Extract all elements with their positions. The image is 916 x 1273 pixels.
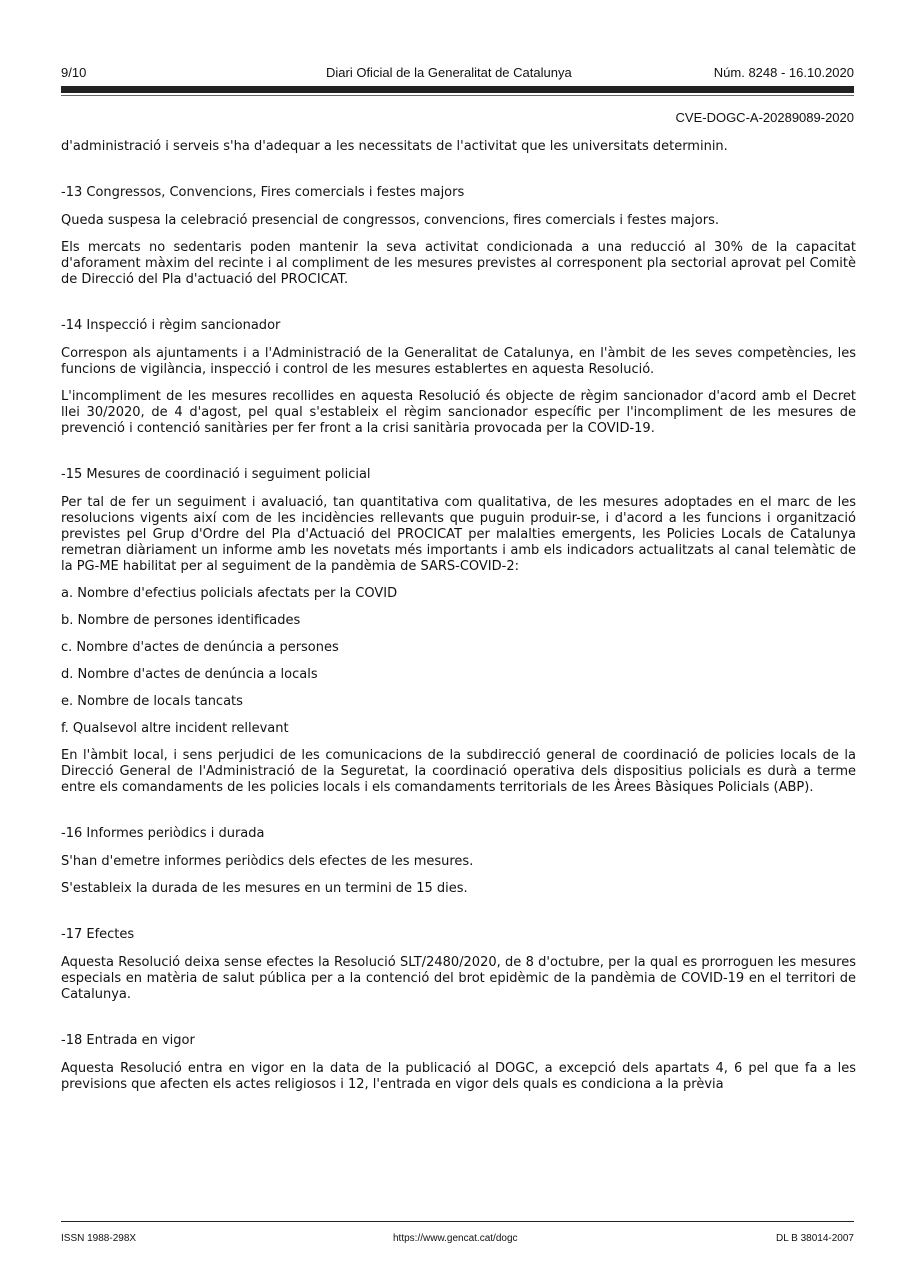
section-14-title: -14 Inspecció i règim sancionador (61, 318, 281, 333)
header-thick-rule (61, 86, 854, 93)
section-17-paragraph-1: Aquesta Resolució deixa sense efectes la Resolució SLT/2480/2020, de 8 d'octubre, per la qual es prorroguen les mesures especials en matèria de salut pública per a la contenció del brot epidèmic de la pandèmia de COVID-19 en el territori de Catalunya. (61, 955, 856, 1002)
section-17-title: -17 Efectes (61, 927, 135, 942)
section-15-paragraph-1: Per tal de fer un seguiment i avaluació, tan quantitativa com qualitativa, de les mesures adoptades en el marc de les resolucions vigents així com de les incidències rellevants que puguin produir-se, i d'acord a les funcions i organització previstes pel Grup d'Ordre del Pla d'Actuació del PROCICAT per malalties emergents, les Policies Locals de Catalunya remetran diàriament un informe amb les novetats més importants i amb els indicadors actualitzats al canal telemàtic de la PG-ME habilitat per al seguiment de la pandèmia de SARS-COVID-2: (61, 495, 856, 574)
section-18-title: -18 Entrada en vigor (61, 1033, 195, 1048)
issn: ISSN 1988-298X (61, 1233, 137, 1244)
footer-rule (61, 1221, 854, 1222)
page-number: 9/10 (61, 65, 87, 80)
list-item: e. Nombre de locals tancats (61, 694, 243, 709)
header-thin-rule (61, 95, 854, 96)
legal-deposit: DL B 38014-2007 (775, 1233, 854, 1244)
cve-identifier: CVE-DOGC-A-20289089-2020 (675, 110, 854, 125)
list-item: f. Qualsevol altre incident rellevant (61, 721, 289, 736)
section-13-paragraph-2: Els mercats no sedentaris poden mantenir la seva activitat condicionada a una reducció al 30% de la capacitat d'aforament màxim del recinte i al compliment de les mesures previstes al corresponent pla sectorial aprovat pel Comitè de Direcció del Pla d'actuació del PROCICAT. (61, 240, 856, 287)
page-footer (61, 1233, 854, 1247)
section-16-title: -16 Informes periòdics i durada (61, 826, 265, 841)
section-16-paragraph-2: S'estableix la durada de les mesures en un termini de 15 dies. (61, 881, 468, 896)
section-14-paragraph-1: Correspon als ajuntaments i a l'Administració de la Generalitat de Catalunya, en l'àmbit de les seves competències, les funcions de vigilància, inspecció i control de les mesures establertes en aquesta Resolució. (61, 346, 856, 377)
publication-title: Diari Oficial de la Generalitat de Catalunya (326, 65, 572, 80)
page-header (61, 63, 854, 83)
section-14-paragraph-2: L'incompliment de les mesures recollides en aquesta Resolució és objecte de règim sancionador d'acord amb el Decret llei 30/2020, de 4 d'agost, pel qual s'estableix el règim sancionador específic per l'incompliment de les mesures de prevenció i contenció sanitàries per fer front a la crisi sanitària provocada per la COVID-19. (61, 389, 856, 436)
issue-number-date: Núm. 8248 - 16.10.2020 (713, 65, 854, 80)
section-13-title: -13 Congressos, Convencions, Fires comercials i festes majors (61, 185, 465, 200)
intro-paragraph: d'administració i serveis s'ha d'adequar a les necessitats de l'activitat que les universitats determinin. (61, 139, 728, 154)
section-18-paragraph-1: Aquesta Resolució entra en vigor en la data de la publicació al DOGC, a excepció dels apartats 4, 6 pel que fa a les previsions que afecten els actes religiosos i 12, l'entrada en vigor dels quals es condiciona a la prèvia (61, 1061, 856, 1092)
list-item: c. Nombre d'actes de denúncia a persones (61, 640, 339, 655)
document-body (61, 139, 856, 1104)
section-16-paragraph-1: S'han d'emetre informes periòdics dels efectes de les mesures. (61, 854, 474, 869)
list-item: d. Nombre d'actes de denúncia a locals (61, 667, 318, 682)
list-item: a. Nombre d'efectius policials afectats per la COVID (61, 586, 398, 601)
section-13-paragraph-1: Queda suspesa la celebració presencial de congressos, convencions, fires comercials i festes majors. (61, 213, 719, 228)
footer-url-link[interactable]: https://www.gencat.cat/dogc (393, 1233, 518, 1244)
section-15-title: -15 Mesures de coordinació i seguiment policial (61, 467, 371, 482)
list-item: b. Nombre de persones identificades (61, 613, 301, 628)
section-15-closing: En l'àmbit local, i sens perjudici de les comunicacions de la subdirecció general de coordinació de policies locals de la Direcció General de l'Administració de la Seguretat, la coordinació operativa dels dispositius policials es durà a terme entre els comandaments de les policies locals i els comandaments territorials de les Àrees Bàsiques Policials (ABP). (61, 748, 856, 795)
